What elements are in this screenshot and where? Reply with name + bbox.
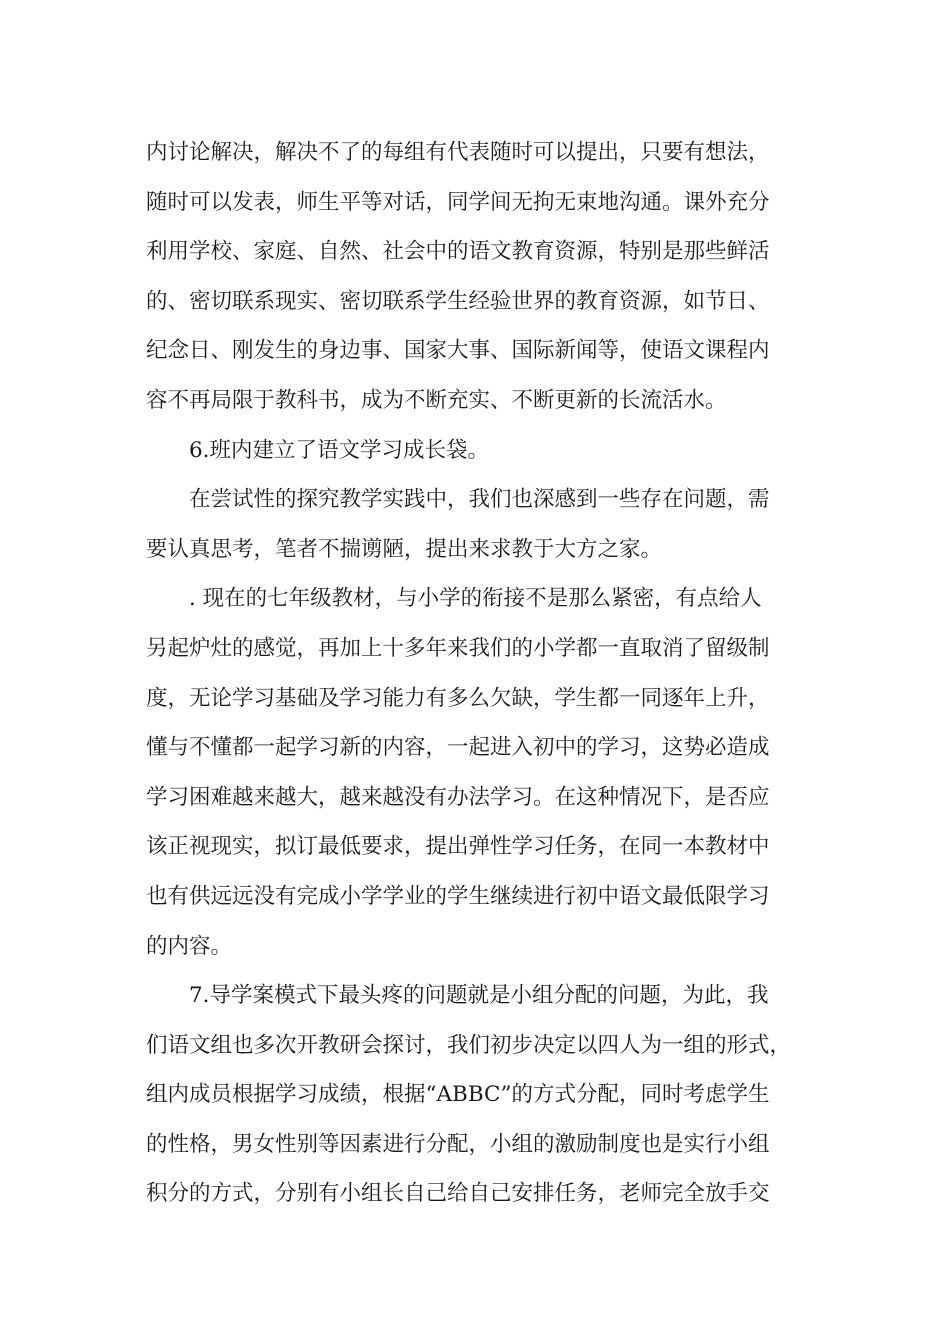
- text-line: 6.班内建立了语文学习成长袋。: [189, 437, 490, 463]
- text-line: 的、密切联系现实、密切联系学生经验世界的教育资源，如节日、: [146, 288, 770, 314]
- text-line: 利用学校、家庭、自然、社会中的语文教育资源，特别是那些鲜活: [146, 239, 770, 265]
- document-body: [146, 128, 816, 1219]
- text-line: 的内容。: [146, 933, 233, 959]
- text-line: 容不再局限于教科书，成为不断充实、不断更新的长流活水。: [146, 387, 727, 413]
- text-line: 的性格，男女性别等因素进行分配，小组的激励制度也是实行小组: [146, 1131, 770, 1157]
- text-line: 懂与不懂都一起学习新的内容，一起进入初中的学习，这势必造成: [146, 735, 770, 761]
- text-line: 积分的方式，分别有小组长自己给自己安排任务，老师完全放手交: [146, 1181, 770, 1207]
- text-line: 学习困难越来越大，越来越没有办法学习。在这种情况下，是否应: [146, 784, 770, 810]
- text-line: . 现在的七年级教材，与小学的衔接不是那么紧密，有点给人: [189, 586, 762, 612]
- text-line: 也有供远远没有完成小学学业的学生继续进行初中语文最低限学习: [146, 883, 770, 909]
- text-line: 要认真思考，笔者不揣谫陋，提出来求教于大方之家。: [146, 536, 663, 562]
- text-line: 该正视现实，拟订最低要求，提出弹性学习任务，在同一本教材中: [146, 834, 770, 860]
- text-line: 在尝试性的探究教学实践中，我们也深感到一些存在问题，需: [189, 487, 770, 513]
- text-line: 内讨论解决，解决不了的每组有代表随时可以提出，只要有想法，: [146, 140, 770, 165]
- text-line: 另起炉灶的感觉，再加上十多年来我们的小学都一直取消了留级制: [146, 635, 770, 661]
- text-line: 纪念日、刚发生的身边事、国家大事、国际新闻等，使语文课程内: [146, 338, 770, 364]
- text-line: 们语文组也多次开教研会探讨，我们初步决定以四人为一组的形式，: [146, 1032, 792, 1058]
- text-line: 随时可以发表，师生平等对话，同学间无拘无束地沟通。课外充分: [146, 189, 770, 215]
- text-line: 7.导学案模式下最头疼的问题就是小组分配的问题，为此，我: [189, 983, 769, 1009]
- text-line: 组内成员根据学习成绩，根据“ABBC”的方式分配，同时考虑学生: [146, 1082, 770, 1108]
- text-line: 度，无论学习基础及学习能力有多么欠缺，学生都一同逐年上升，: [146, 685, 770, 711]
